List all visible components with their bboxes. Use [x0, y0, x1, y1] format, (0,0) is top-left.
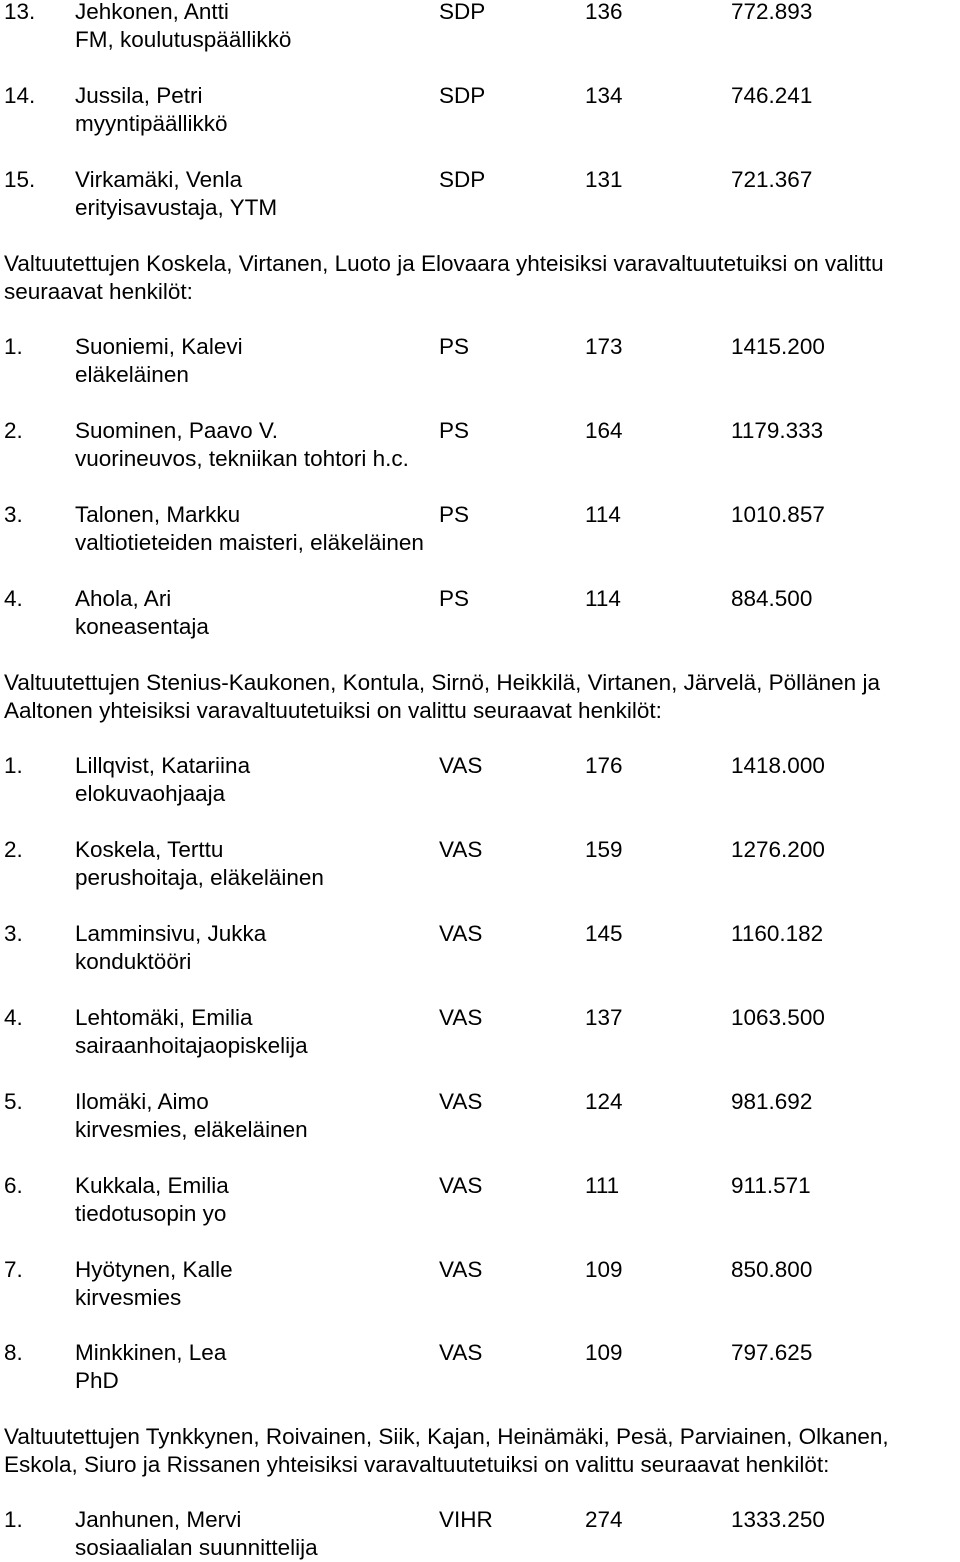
- candidate-name: Ilomäki, Aimo: [75, 1089, 209, 1114]
- candidate-occupation: kirvesmies: [75, 1285, 182, 1310]
- vote-count: 134: [585, 83, 623, 108]
- candidate-entry: [0, 501, 960, 557]
- comparison-number: 1415.200: [731, 334, 825, 359]
- party-abbreviation: SDP: [439, 0, 486, 24]
- vote-count: 114: [585, 502, 621, 527]
- entry-number: 4.: [4, 1005, 23, 1030]
- candidate-occupation: myyntipäällikkö: [75, 111, 228, 136]
- candidate-name: Minkkinen, Lea: [75, 1340, 227, 1365]
- party-abbreviation: PS: [439, 502, 470, 527]
- entry-number: 2.: [4, 418, 23, 443]
- vote-count: 176: [585, 753, 623, 778]
- candidate-occupation: kirvesmies, eläkeläinen: [75, 1117, 308, 1142]
- party-abbreviation: PS: [439, 586, 470, 611]
- candidate-entry: [0, 1256, 960, 1312]
- comparison-number: 1333.250: [731, 1507, 825, 1532]
- candidate-entry: [0, 752, 960, 808]
- candidate-occupation: erityisavustaja, YTM: [75, 195, 278, 220]
- candidate-entry: [0, 920, 960, 976]
- party-abbreviation: PS: [439, 418, 470, 443]
- section-intro-vihr: Valtuutettujen Tynkkynen, Roivainen, Siik, Kajan, Heinämäki, Pesä, Parviainen, Olkanen, Eskola, Siuro ja Rissanen yhteisiksi varavaltuutetuiksi on valittu seuraavat henkilöt:: [4, 1424, 889, 1477]
- candidate-name: Virkamäki, Venla: [75, 167, 243, 192]
- candidate-occupation: PhD: [75, 1368, 119, 1393]
- vote-count: 274: [585, 1507, 623, 1532]
- candidate-entry: [0, 333, 960, 389]
- candidate-occupation: elokuvaohjaaja: [75, 781, 226, 806]
- entry-number: 3.: [4, 921, 23, 946]
- vote-count: 145: [585, 921, 623, 946]
- party-abbreviation: VAS: [439, 1005, 483, 1030]
- party-abbreviation: PS: [439, 334, 470, 359]
- entry-number: 4.: [4, 586, 23, 611]
- entry-number: 14.: [4, 83, 36, 108]
- candidate-entry: [0, 836, 960, 892]
- vote-count: 131: [585, 167, 623, 192]
- candidate-entry: [0, 0, 960, 54]
- entry-number: 13.: [4, 0, 36, 24]
- candidate-name: Lehtomäki, Emilia: [75, 1005, 253, 1030]
- comparison-number: 797.625: [731, 1340, 813, 1365]
- section-intro-vas: Valtuutettujen Stenius-Kaukonen, Kontula, Sirnö, Heikkilä, Virtanen, Järvelä, Pöllänen ja Aaltonen yhteisiksi varavaltuutetuiksi on valittu seuraavat henkilöt:: [4, 670, 880, 723]
- party-abbreviation: VAS: [439, 837, 483, 862]
- entry-number: 15.: [4, 167, 36, 192]
- section-intro-ps: Valtuutettujen Koskela, Virtanen, Luoto ja Elovaara yhteisiksi varavaltuutetuiksi on valittu seuraavat henkilöt:: [4, 251, 884, 304]
- comparison-number: 1276.200: [731, 837, 825, 862]
- comparison-number: 772.893: [731, 0, 813, 24]
- entry-number: 5.: [4, 1089, 23, 1114]
- candidate-entry: [0, 1506, 960, 1562]
- candidate-occupation: eläkeläinen: [75, 362, 189, 387]
- candidate-name: Kukkala, Emilia: [75, 1173, 229, 1198]
- comparison-number: 1063.500: [731, 1005, 825, 1030]
- comparison-number: 1418.000: [731, 753, 825, 778]
- party-abbreviation: SDP: [439, 83, 486, 108]
- candidate-name: Jussila, Petri: [75, 83, 203, 108]
- party-abbreviation: VAS: [439, 1173, 483, 1198]
- candidate-entry: [0, 1004, 960, 1060]
- entry-number: 3.: [4, 502, 23, 527]
- vote-count: 109: [585, 1257, 623, 1282]
- entry-number: 8.: [4, 1340, 23, 1365]
- vote-count: 164: [585, 418, 623, 443]
- comparison-number: 981.692: [731, 1089, 813, 1114]
- candidate-occupation: FM, koulutuspäällikkö: [75, 27, 292, 52]
- candidate-name: Koskela, Terttu: [75, 837, 224, 862]
- candidate-name: Suoniemi, Kalevi: [75, 334, 243, 359]
- comparison-number: 911.571: [731, 1173, 811, 1198]
- vote-count: 173: [585, 334, 623, 359]
- candidate-name: Talonen, Markku: [75, 502, 241, 527]
- candidate-entry: [0, 1339, 960, 1395]
- comparison-number: 1179.333: [731, 418, 824, 443]
- candidate-name: Lillqvist, Katariina: [75, 753, 251, 778]
- party-abbreviation: VAS: [439, 921, 483, 946]
- vote-count: 124: [585, 1089, 623, 1114]
- candidate-occupation: koneasentaja: [75, 614, 209, 639]
- vote-count: 111: [585, 1173, 620, 1198]
- party-abbreviation: SDP: [439, 167, 486, 192]
- entry-number: 6.: [4, 1173, 23, 1198]
- candidate-entry: [0, 1172, 960, 1228]
- comparison-number: 1010.857: [731, 502, 825, 527]
- candidate-occupation: sosiaalialan suunnittelija: [75, 1535, 318, 1560]
- vote-count: 137: [585, 1005, 623, 1030]
- candidate-entry: [0, 82, 960, 138]
- comparison-number: 850.800: [731, 1257, 813, 1282]
- vote-count: 136: [585, 0, 623, 24]
- comparison-number: 721.367: [731, 167, 813, 192]
- comparison-number: 884.500: [731, 586, 813, 611]
- candidate-occupation: perushoitaja, eläkeläinen: [75, 865, 324, 890]
- comparison-number: 1160.182: [731, 921, 824, 946]
- candidate-entry: [0, 1088, 960, 1144]
- candidate-name: Hyötynen, Kalle: [75, 1257, 233, 1282]
- candidate-name: Janhunen, Mervi: [75, 1507, 242, 1532]
- candidate-name: Jehkonen, Antti: [75, 0, 229, 24]
- party-abbreviation: VAS: [439, 1340, 483, 1365]
- entry-number: 1.: [4, 334, 23, 359]
- candidate-occupation: konduktööri: [75, 949, 192, 974]
- entry-number: 7.: [4, 1257, 23, 1282]
- party-abbreviation: VAS: [439, 1089, 483, 1114]
- candidate-name: Suominen, Paavo V.: [75, 418, 279, 443]
- entry-number: 2.: [4, 837, 23, 862]
- vote-count: 159: [585, 837, 623, 862]
- vote-count: 114: [585, 586, 621, 611]
- candidate-occupation: tiedotusopin yo: [75, 1201, 227, 1226]
- candidate-name: Lamminsivu, Jukka: [75, 921, 267, 946]
- vote-count: 109: [585, 1340, 623, 1365]
- party-abbreviation: VIHR: [439, 1507, 493, 1532]
- candidate-occupation: vuorineuvos, tekniikan tohtori h.c.: [75, 446, 409, 471]
- candidate-entry: [0, 417, 960, 473]
- candidate-entry: [0, 585, 960, 641]
- party-abbreviation: VAS: [439, 1257, 483, 1282]
- candidate-entry: [0, 166, 960, 222]
- comparison-number: 746.241: [731, 83, 813, 108]
- candidate-occupation: sairaanhoitajaopiskelija: [75, 1033, 308, 1058]
- candidate-name: Ahola, Ari: [75, 586, 172, 611]
- party-abbreviation: VAS: [439, 753, 483, 778]
- candidate-occupation: valtiotieteiden maisteri, eläkeläinen: [75, 530, 424, 555]
- entry-number: 1.: [4, 753, 23, 778]
- entry-number: 1.: [4, 1507, 23, 1532]
